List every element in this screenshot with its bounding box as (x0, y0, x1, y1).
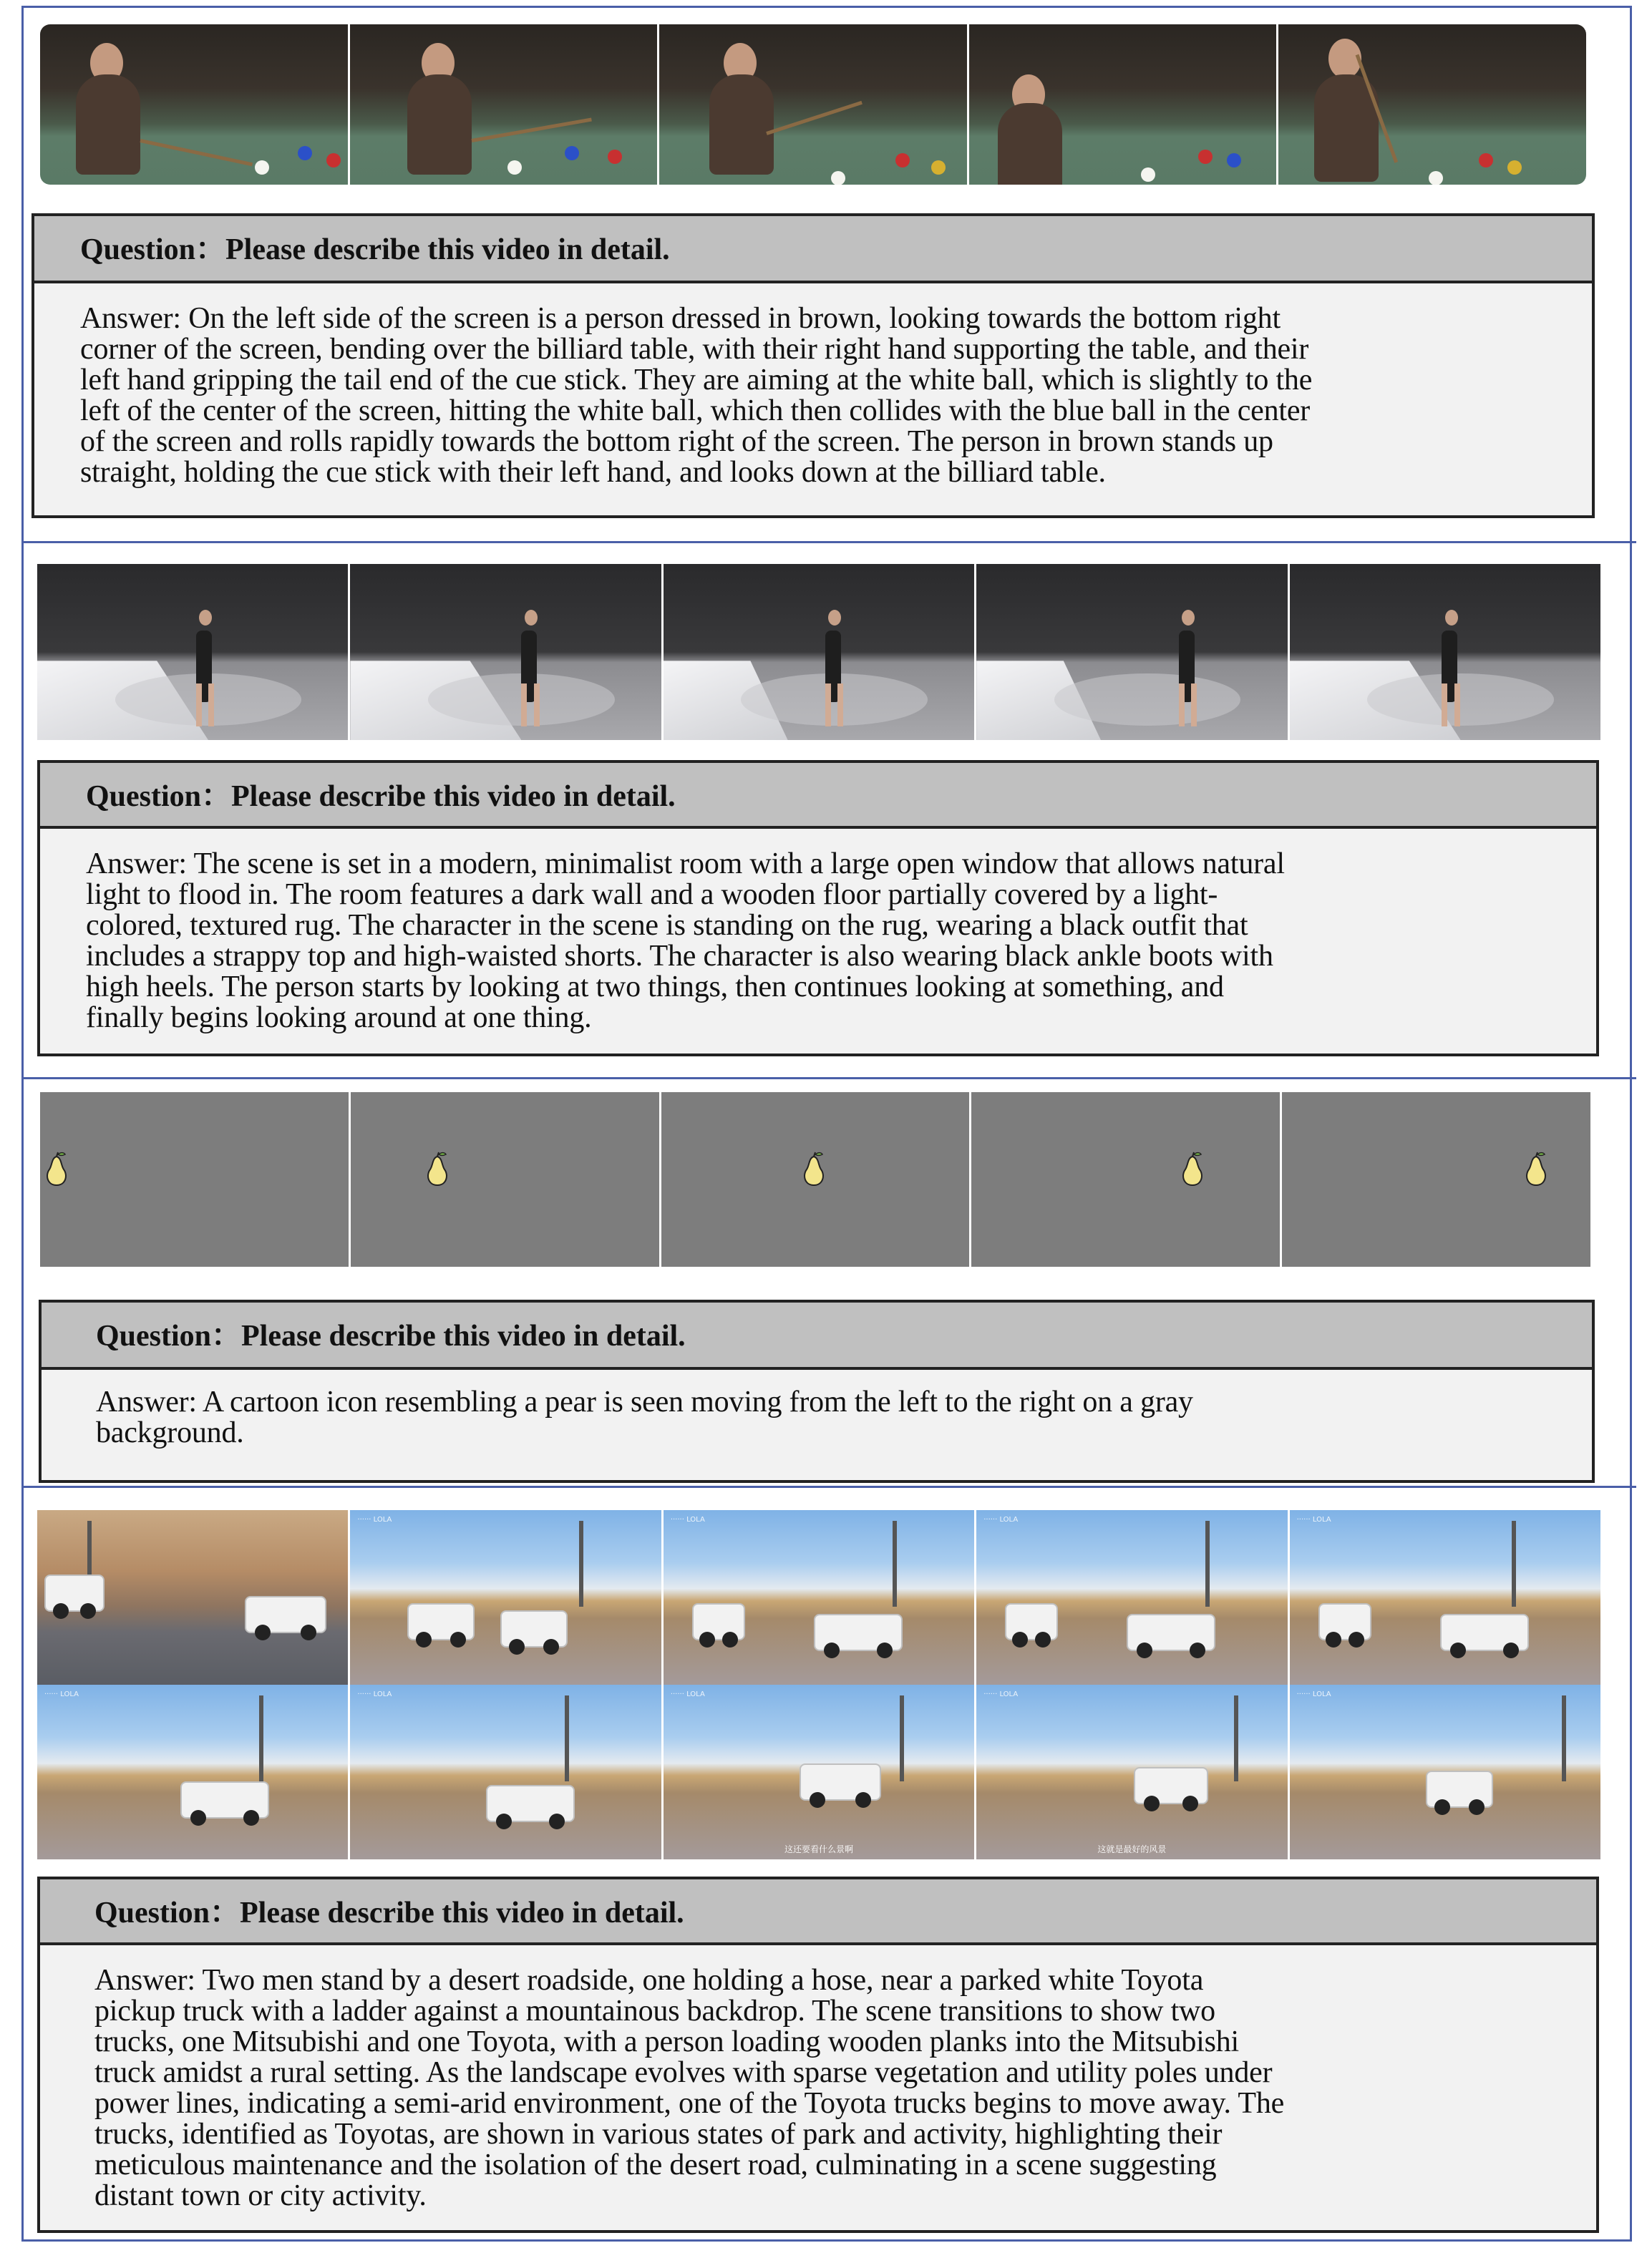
answer-line: of the screen and rolls rapidly towards the bottom right of the screen. The person in brown stands up (80, 425, 1273, 458)
question-label: Question： (80, 233, 226, 266)
answer-line: meticulous maintenance and the isolation of the desert road, culminating in a scene suggesting (94, 2149, 1217, 2181)
answer-text (34, 283, 1592, 488)
video-frame (351, 1092, 661, 1267)
video-frame (971, 1092, 1282, 1267)
section-divider (21, 541, 1636, 543)
video-frame (350, 24, 660, 185)
qa-box (37, 760, 1599, 1056)
pear-icon (1521, 1151, 1551, 1188)
video-frames-desert-row-1 (37, 1510, 1600, 1685)
video-frame (664, 564, 976, 740)
question-label: Question： (86, 780, 232, 813)
pear-icon (422, 1151, 452, 1188)
video-subtitle: 这还要看什么景啊 (784, 1844, 854, 1854)
video-frame: ······ LOLA (976, 1510, 1289, 1685)
video-frame (37, 564, 350, 740)
video-frame: ······ LOLA (350, 1510, 663, 1685)
question-label: Question： (96, 1320, 242, 1353)
video-frame (659, 24, 969, 185)
question-label: Question： (94, 1897, 240, 1930)
video-frame: ······ LOLA (664, 1510, 976, 1685)
video-frame: ······ LOLA 这还要看什么景啊 (664, 1685, 976, 1859)
section-divider (21, 1486, 1636, 1488)
answer-text (40, 1945, 1596, 2211)
video-frame: ······ LOLA (37, 1685, 350, 1859)
answer-line: colored, textured rug. The character in the scene is standing on the rug, wearing a black outfit that (86, 909, 1248, 942)
question-text: Please describe this video in detail. (240, 1897, 684, 1930)
pear-icon (799, 1151, 829, 1188)
video-frame (1282, 1092, 1590, 1267)
video-frame (37, 1510, 350, 1685)
video-frame (1278, 24, 1586, 185)
section-divider (21, 1077, 1636, 1079)
question-bar (40, 1879, 1596, 1945)
answer-line: power lines, indicating a semi-arid environment, one of the Toyota trucks begins to move away. The (94, 2087, 1285, 2120)
question-text: Please describe this video in detail. (241, 1320, 686, 1353)
answer-line: Answer: Two men stand by a desert roadside, one holding a hose, near a parked white Toyota (94, 1964, 1204, 1997)
question-bar (34, 216, 1592, 283)
answer-line: background. (96, 1416, 244, 1449)
video-frame (40, 24, 350, 185)
pear-icon (42, 1151, 72, 1188)
answer-line: finally begins looking around at one thing. (86, 1001, 592, 1034)
answer-line: trucks, one Mitsubishi and one Toyota, with a person loading wooden planks into the Mitsubishi (94, 2025, 1240, 2058)
video-frame (1290, 564, 1600, 740)
answer-text (42, 1370, 1592, 1449)
pear-icon (1177, 1151, 1208, 1188)
video-frame: ······ LOLA (1290, 1685, 1600, 1859)
answer-line: Answer: A cartoon icon resembling a pear is seen moving from the left to the right on a gray (96, 1386, 1193, 1419)
video-frame (661, 1092, 972, 1267)
video-frame: ······ LOLA 这就是最好的风景 (976, 1685, 1289, 1859)
video-frame (976, 564, 1289, 740)
answer-line: left hand gripping the tail end of the cue stick. They are aiming at the white ball, which is slightly to the (80, 364, 1313, 396)
answer-line: corner of the screen, bending over the billiard table, with their right hand supporting the table, and their (80, 333, 1309, 366)
qa-box (37, 1877, 1599, 2233)
answer-line: pickup truck with a ladder against a mountainous backdrop. The scene transitions to show two (94, 1995, 1215, 2028)
answer-line: straight, holding the cue stick with their left hand, and looks down at the billiard table. (80, 456, 1106, 489)
video-frame (350, 564, 663, 740)
video-frames-billiards (40, 24, 1586, 185)
video-frame: ······ LOLA (350, 1685, 663, 1859)
video-frames-room (37, 564, 1600, 740)
question-bar (40, 763, 1596, 829)
video-frames-desert-row-2 (37, 1685, 1600, 1859)
answer-line: trucks, identified as Toyotas, are shown in various states of park and activity, highlighting their (94, 2118, 1223, 2151)
question-text: Please describe this video in detail. (225, 233, 670, 266)
answer-line: light to flood in. The room features a dark wall and a wooden floor partially covered by a light- (86, 878, 1218, 911)
answer-line: Answer: On the left side of the screen is a person dressed in brown, looking towards the bottom right (80, 302, 1281, 335)
video-frame (40, 1092, 351, 1267)
answer-line: Answer: The scene is set in a modern, minimalist room with a large open window that allows natural (86, 847, 1285, 880)
video-subtitle: 这就是最好的风景 (1097, 1844, 1167, 1854)
video-frame: ······ LOLA (1290, 1510, 1600, 1685)
answer-line: high heels. The person starts by looking at two things, then continues looking at something, and (86, 970, 1224, 1003)
answer-line: left of the center of the screen, hitting the white ball, which then collides with the blue ball in the center (80, 394, 1311, 427)
answer-text (40, 829, 1596, 1033)
answer-line: truck amidst a rural setting. As the landscape evolves with sparse vegetation and utility poles under (94, 2056, 1273, 2089)
answer-line: includes a strappy top and high-waisted shorts. The character is also wearing black ankle boots with (86, 940, 1273, 973)
video-frames-pear (40, 1092, 1590, 1267)
qa-box (31, 213, 1595, 518)
video-frame (969, 24, 1279, 185)
question-bar (42, 1303, 1592, 1370)
question-text: Please describe this video in detail. (231, 780, 676, 813)
answer-line: distant town or city activity. (94, 2179, 427, 2212)
qa-box (39, 1300, 1595, 1483)
